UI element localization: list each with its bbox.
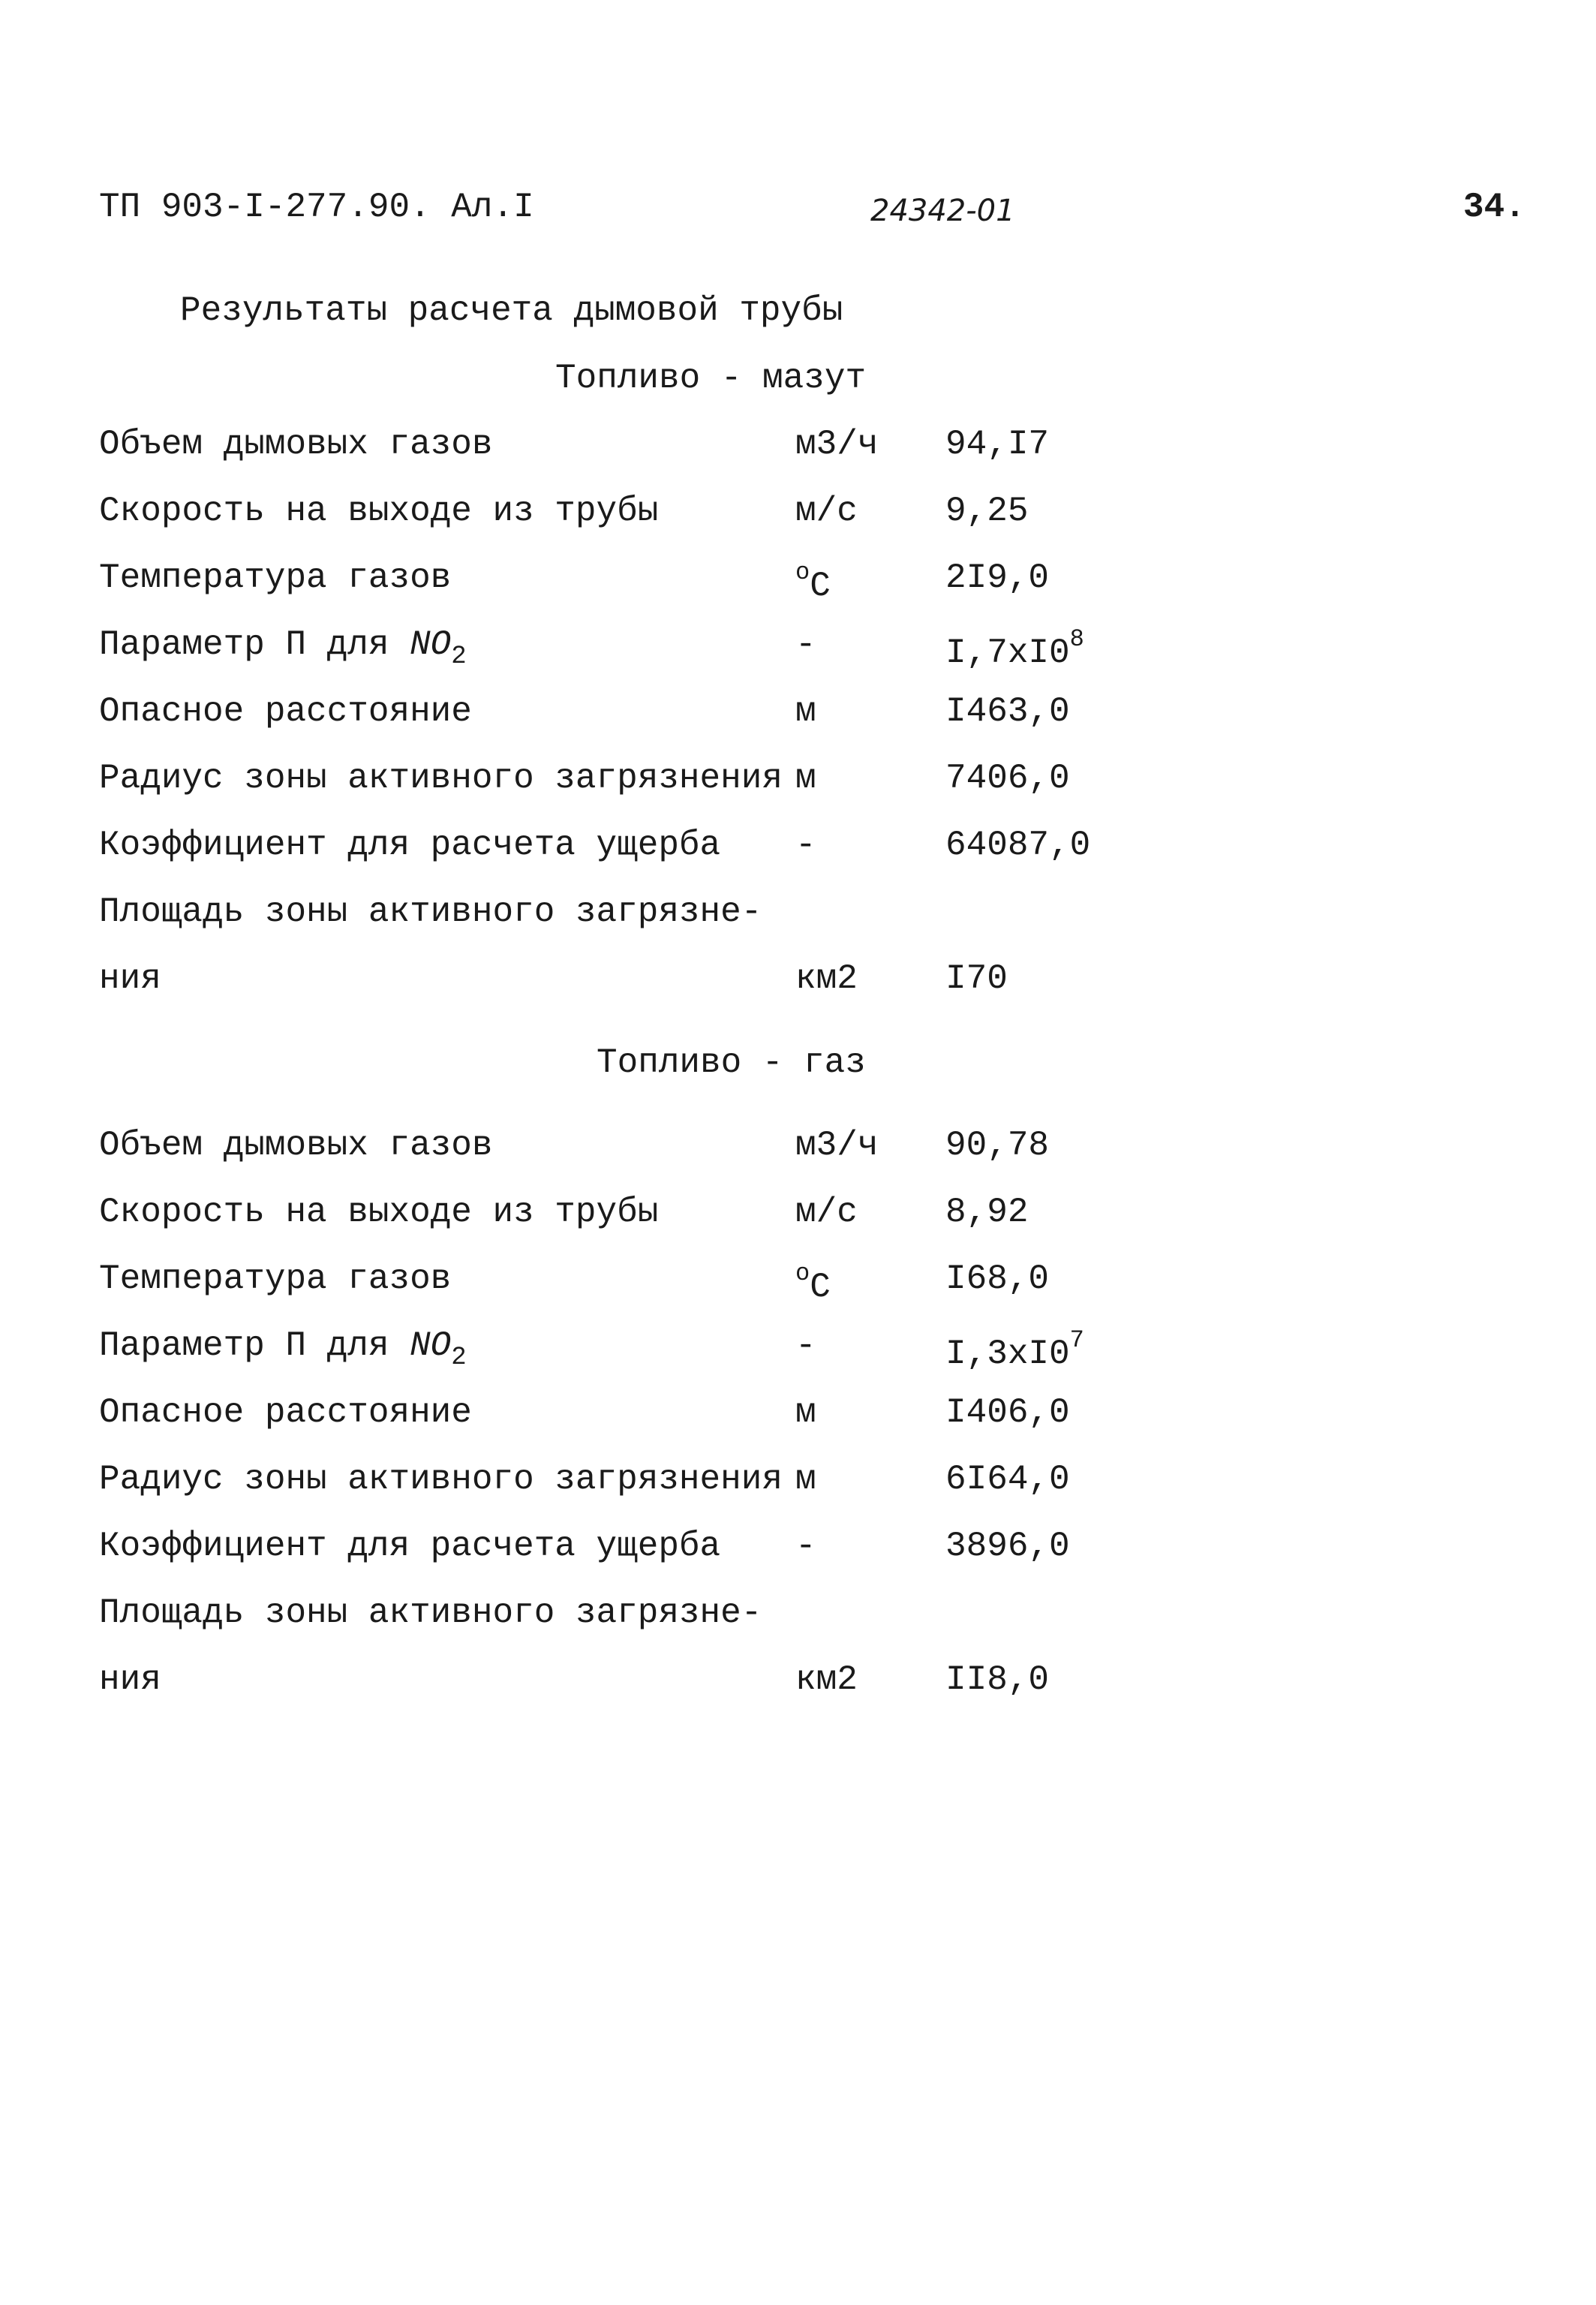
value: 9,25: [945, 492, 1029, 531]
param-label: Коэффициент для расчета ущерба: [99, 1527, 721, 1566]
unit: км2: [795, 959, 858, 998]
unit: -: [795, 826, 816, 865]
unit-celsius: [795, 558, 831, 606]
unit: C: [810, 567, 831, 606]
unit: м/с: [795, 1193, 858, 1232]
unit: C: [810, 1268, 831, 1307]
param-label: Объем дымовых газов: [99, 425, 493, 464]
param-label: Параметр П для: [99, 1326, 410, 1365]
exponent: 7: [1069, 1326, 1084, 1354]
unit: -: [795, 1527, 816, 1566]
unit-celsius: [795, 1259, 831, 1307]
value: 6I64,0: [945, 1460, 1070, 1499]
param-label: Площадь зоны активного загрязне-: [99, 892, 762, 931]
section-heading-mazut: Топливо - мазут: [555, 359, 867, 398]
table-row: [0, 425, 1596, 477]
unit: м/с: [795, 492, 858, 531]
unit: м3/ч: [795, 1126, 879, 1165]
value: 7406,0: [945, 759, 1070, 798]
table-row: [0, 1126, 1596, 1178]
document-code: ТП 903-I-277.90. Ал.I: [99, 188, 534, 227]
param-label: Температура газов: [99, 1259, 452, 1298]
param-label: Коэффициент для расчета ущерба: [99, 826, 721, 865]
value: 94,I7: [945, 425, 1050, 464]
page-title: Результаты расчета дымовой трубы: [180, 291, 843, 330]
value-with-exponent: [945, 625, 1084, 673]
value: 8,92: [945, 1193, 1029, 1232]
value: 90,78: [945, 1126, 1050, 1165]
unit: -: [795, 1326, 816, 1365]
value-with-exponent: [945, 1326, 1084, 1374]
param-label: Радиус зоны активного загрязнения: [99, 759, 783, 798]
param-label: Опасное расстояние: [99, 692, 472, 731]
degree-sup: o: [795, 1259, 810, 1287]
table-row: [0, 1259, 1596, 1312]
param-label: Радиус зоны активного загрязнения: [99, 1460, 783, 1499]
chem-formula: NO: [410, 1326, 452, 1365]
table-row: [0, 1193, 1596, 1245]
section-heading-gas: Топливо - газ: [597, 1043, 866, 1082]
table-row: [0, 892, 1596, 945]
param-label: ния: [99, 1660, 161, 1699]
formula-subscript: 2: [451, 642, 467, 671]
value: I70: [945, 959, 1008, 998]
value: II8,0: [945, 1660, 1050, 1699]
unit: м: [795, 692, 816, 731]
value: I,7xI0: [945, 633, 1070, 673]
table-row: [0, 1393, 1596, 1446]
formula-subscript: 2: [451, 1344, 467, 1372]
unit: м3/ч: [795, 425, 879, 464]
param-label: ния: [99, 959, 161, 998]
table-row: [0, 692, 1596, 745]
table-row: [0, 759, 1596, 811]
param-label: Площадь зоны активного загрязне-: [99, 1593, 762, 1632]
param-label: Скорость на выходе из трубы: [99, 1193, 659, 1232]
param-label: Объем дымовых газов: [99, 1126, 493, 1165]
value: I,3xI0: [945, 1335, 1070, 1374]
unit: -: [795, 625, 816, 664]
value: 3896,0: [945, 1527, 1070, 1566]
param-label-with-formula: [99, 625, 467, 671]
table-row: [0, 826, 1596, 878]
table-row: [0, 1660, 1596, 1713]
unit: км2: [795, 1660, 858, 1699]
unit: м: [795, 759, 816, 798]
param-label: Температура газов: [99, 558, 452, 597]
chem-formula: NO: [410, 625, 452, 664]
value: I68,0: [945, 1259, 1050, 1298]
exponent: 8: [1069, 625, 1084, 653]
table-row: [0, 492, 1596, 544]
table-row: [0, 959, 1596, 1012]
unit: м: [795, 1460, 816, 1499]
param-label: Опасное расстояние: [99, 1393, 472, 1432]
unit: м: [795, 1393, 816, 1432]
table-row: [0, 1527, 1596, 1579]
param-label: Параметр П для: [99, 625, 410, 664]
table-row: [0, 558, 1596, 611]
param-label: Скорость на выходе из трубы: [99, 492, 659, 531]
value: 64087,0: [945, 826, 1091, 865]
value: I463,0: [945, 692, 1070, 731]
value: 2I9,0: [945, 558, 1050, 597]
page-number: 34.: [1463, 188, 1525, 227]
value: I406,0: [945, 1393, 1070, 1432]
table-row: [0, 1326, 1596, 1379]
table-row: [0, 1593, 1596, 1646]
param-label-with-formula: [99, 1326, 467, 1372]
inventory-number: 24342-01: [870, 194, 1015, 228]
degree-sup: o: [795, 558, 810, 586]
table-row: [0, 1460, 1596, 1512]
table-row: [0, 625, 1596, 678]
